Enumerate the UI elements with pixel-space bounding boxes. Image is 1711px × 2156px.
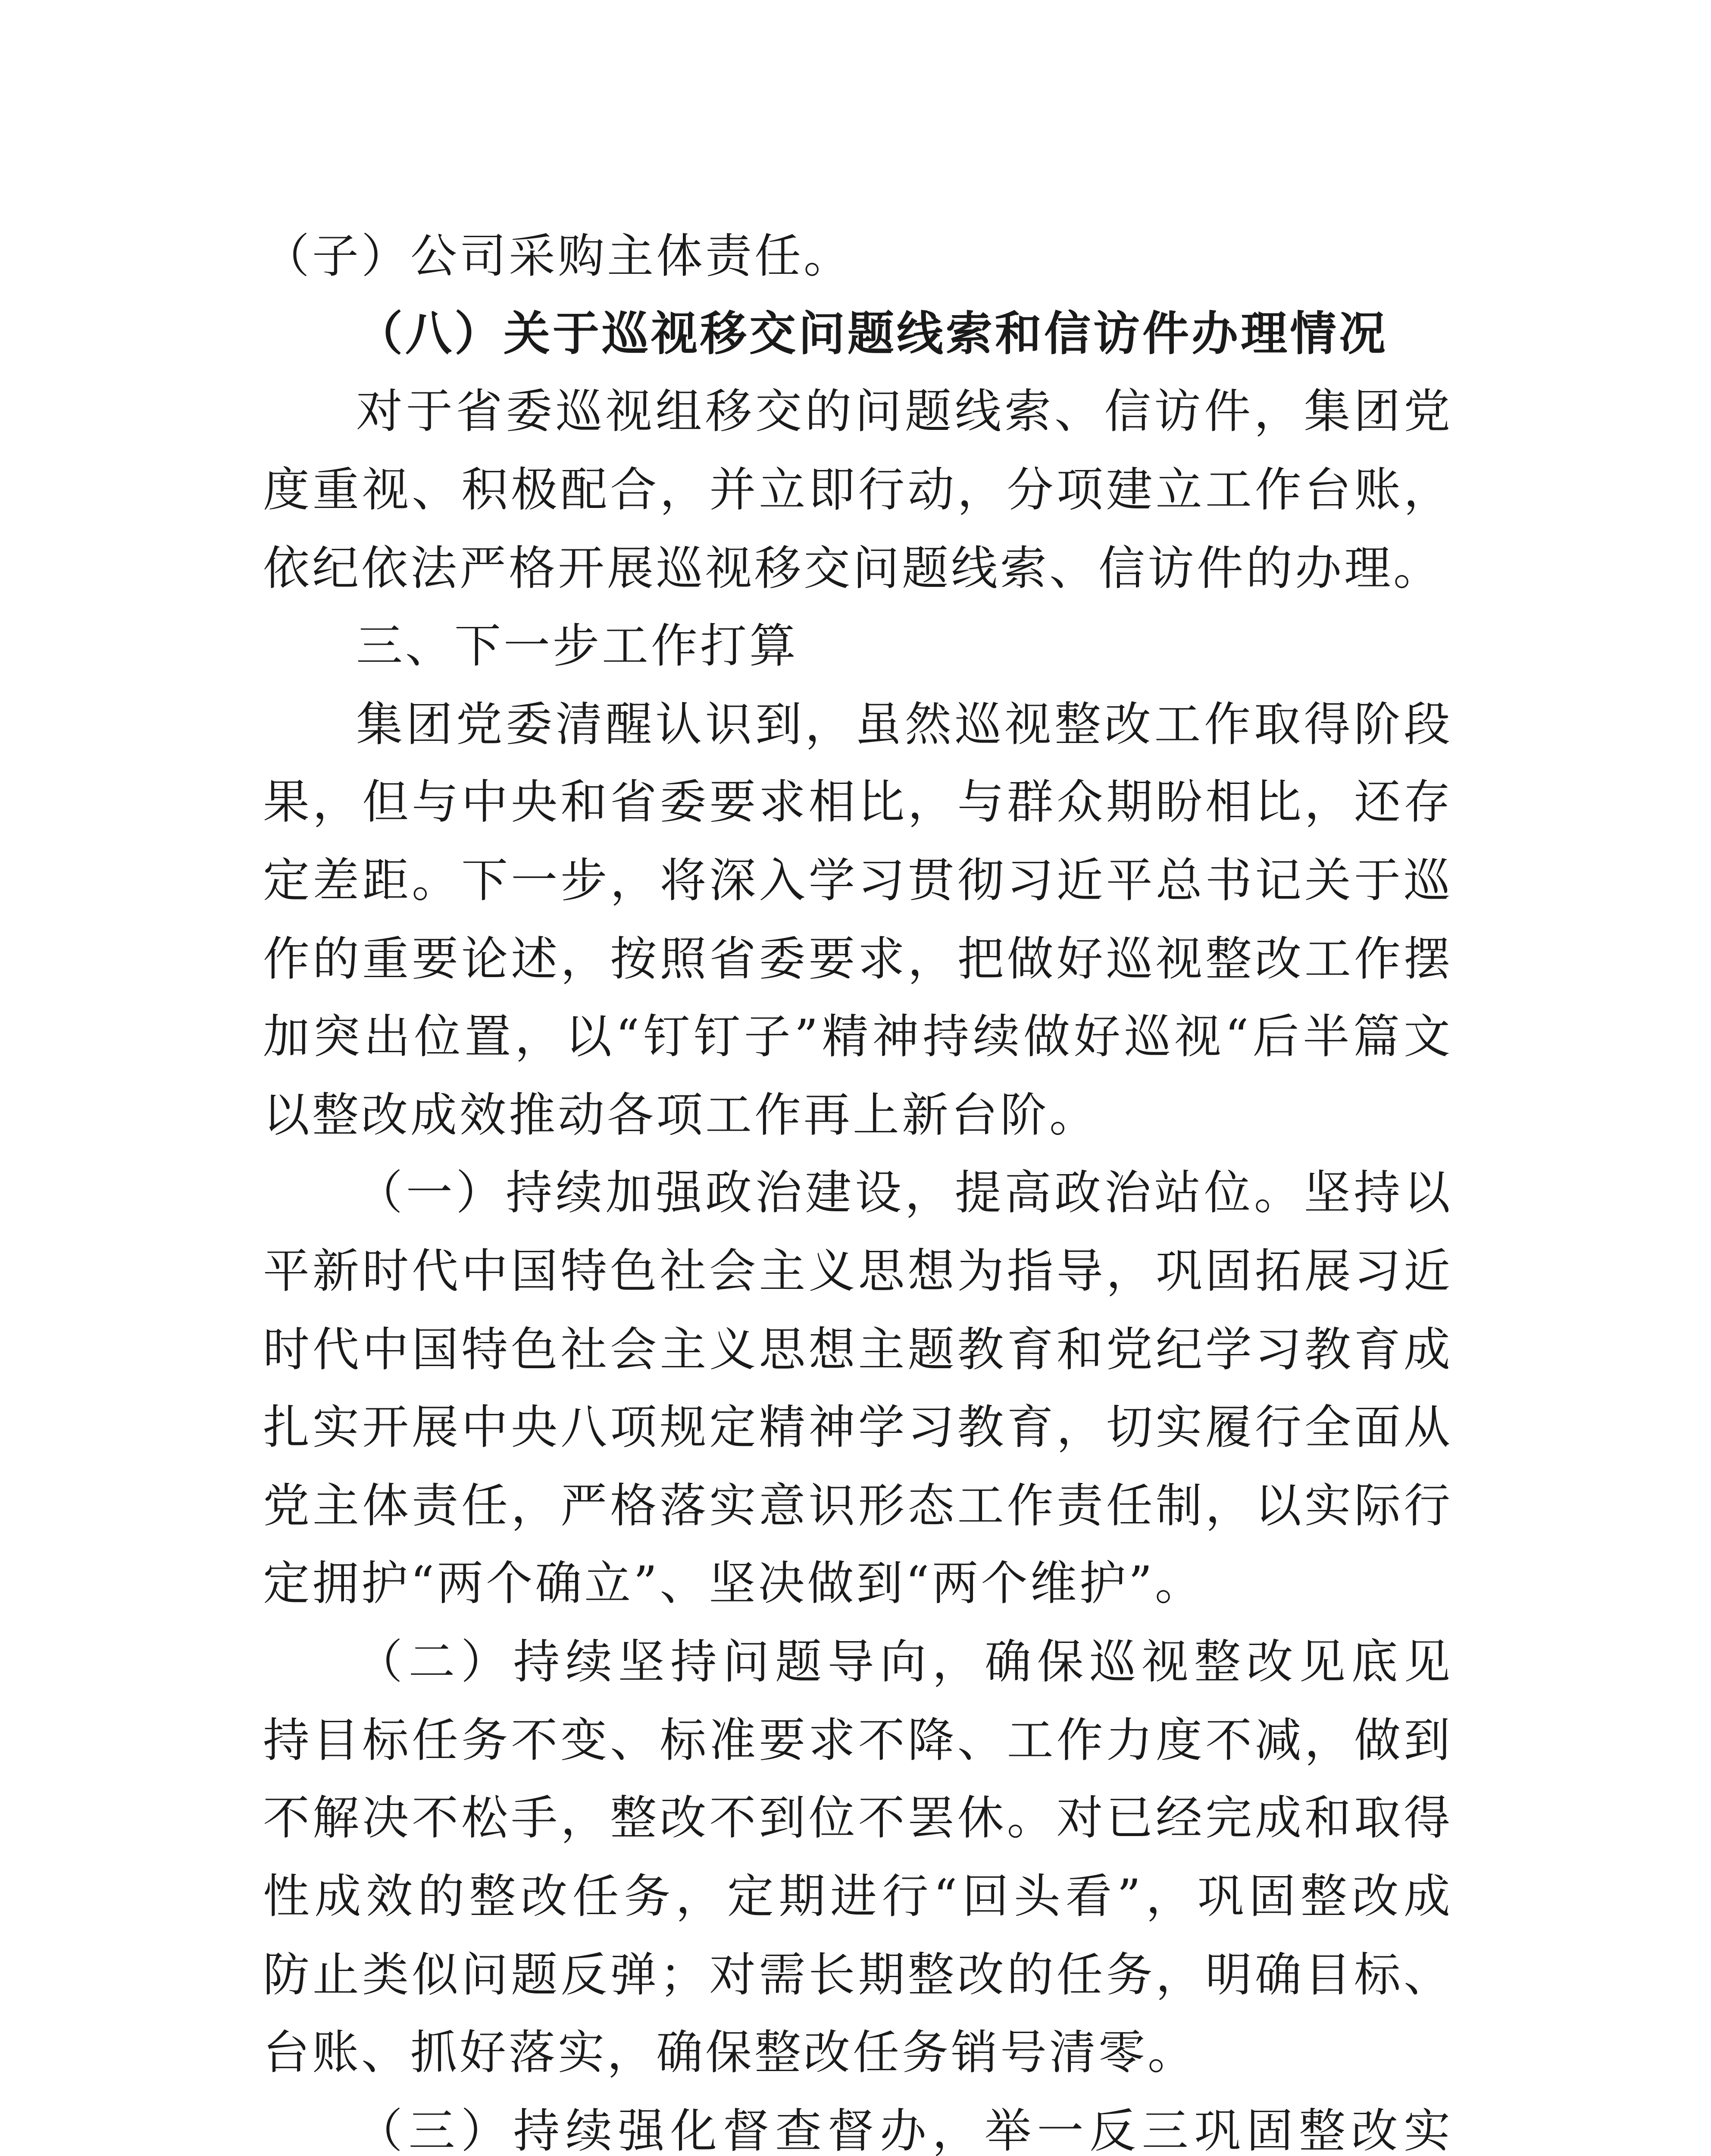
text-line: 不解决不松手，整改不到位不罢休。对已经完成和取得 bbox=[263, 1791, 1453, 1845]
text-line: 集团党委清醒认识到，虽然巡视整改工作取得阶段 bbox=[356, 698, 1453, 752]
text-line: （子）公司采购主体责任。 bbox=[263, 229, 853, 283]
text-line: 作的重要论述，按照省委要求，把做好巡视整改工作摆 bbox=[263, 932, 1453, 986]
text-line: 持目标任务不变、标准要求不降、工作力度不减，做到 bbox=[263, 1714, 1453, 1767]
text-line: 度重视、积极配合，并立即行动，分项建立工作台账， bbox=[263, 463, 1453, 517]
text-line: 时代中国特色社会主义思想主题教育和党纪学习教育成 bbox=[263, 1323, 1453, 1377]
text-line: 果，但与中央和省委要求相比，与群众期盼相比，还存 bbox=[263, 775, 1453, 829]
section-heading-3: 三、下一步工作打算 bbox=[356, 619, 799, 673]
text-line: （一）持续加强政治建设，提高政治站位。坚持以 bbox=[356, 1166, 1453, 1220]
text-line: 定拥护“两个确立”、坚决做到“两个维护”。 bbox=[263, 1557, 1204, 1611]
text-line: 扎实开展中央八项规定精神学习教育，切实履行全面从 bbox=[263, 1401, 1453, 1454]
text-line: 依纪依法严格开展巡视移交问题线索、信访件的办理。 bbox=[263, 542, 1443, 595]
text-line: （二）持续坚持问题导向，确保巡视整改见底见 bbox=[356, 1635, 1453, 1689]
text-line: 平新时代中国特色社会主义思想为指导，巩固拓展习近 bbox=[263, 1244, 1453, 1298]
text-line: 加突出位置，以“钉钉子”精神持续做好巡视“后半篇文 bbox=[263, 1010, 1453, 1064]
text-line: 性成效的整改任务，定期进行“回头看”，巩固整改成 bbox=[263, 1870, 1453, 1924]
text-line: 党主体责任，严格落实意识形态工作责任制，以实际行 bbox=[263, 1479, 1453, 1533]
text-line: 对于省委巡视组移交的问题线索、信访件，集团党 bbox=[356, 385, 1453, 439]
section-heading-8: （八）关于巡视移交问题线索和信访件办理情况 bbox=[356, 307, 1389, 361]
text-line: 以整改成效推动各项工作再上新台阶。 bbox=[263, 1088, 1099, 1142]
text-line: 防止类似问题反弹；对需长期整改的任务，明确目标、 bbox=[263, 1948, 1453, 2002]
text-line: 台账、抓好落实，确保整改任务销号清零。 bbox=[263, 2026, 1197, 2080]
text-line: （三）持续强化督查督办，举一反三巩固整改实 bbox=[356, 2104, 1453, 2156]
text-line: 定差距。下一步，将深入学习贯彻习近平总书记关于巡 bbox=[263, 854, 1453, 908]
